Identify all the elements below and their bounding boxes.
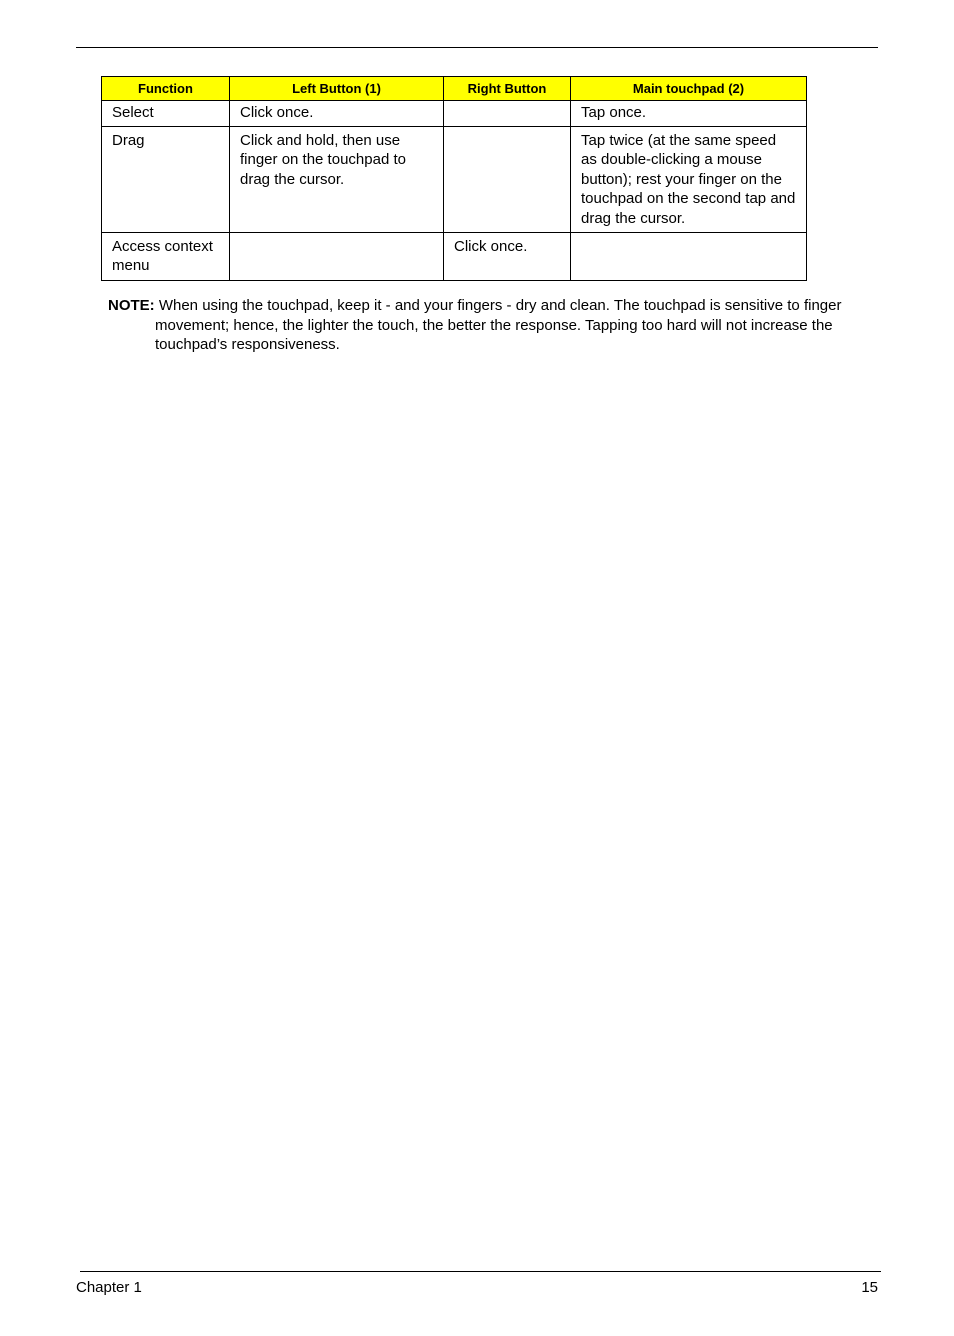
table-cell [571,233,807,281]
table-cell: Drag [102,127,230,233]
table-cell: Select [102,101,230,127]
table-header-row [102,77,807,101]
table-row [102,127,807,233]
table-cell [230,233,444,281]
table-cell: Click and hold, then use finger on the touchpad to drag the cursor. [230,127,444,233]
table-cell [444,127,571,233]
note-paragraph [108,296,878,355]
table-row [102,101,807,127]
table-cell: Click once. [230,101,444,127]
note-text: When using the touchpad, keep it - and your fingers - dry and clean. The touchpad is sensitive to finger movement; hence, the lighter the touch, the better the response. Tapping too hard will not increase the touchpad’s responsiveness. [155,297,842,354]
footer-page-number: 15 [861,1279,878,1296]
header-main-touchpad: Main touchpad (2) [571,77,807,101]
header-rule [76,47,878,48]
footer-chapter: Chapter 1 [76,1279,142,1296]
table-cell: Tap twice (at the same speed as double-clicking a mouse button); rest your finger on the touchpad on the second tap and drag the cursor. [571,127,807,233]
table-row [102,233,807,281]
header-right-button: Right Button [444,77,571,101]
header-left-button: Left Button (1) [230,77,444,101]
touchpad-function-table [101,76,807,281]
table-cell: Access context menu [102,233,230,281]
table-cell: Tap once. [571,101,807,127]
note-label: NOTE: [108,297,155,314]
table-cell [444,101,571,127]
footer-rule [80,1271,881,1272]
table-cell: Click once. [444,233,571,281]
header-function: Function [102,77,230,101]
